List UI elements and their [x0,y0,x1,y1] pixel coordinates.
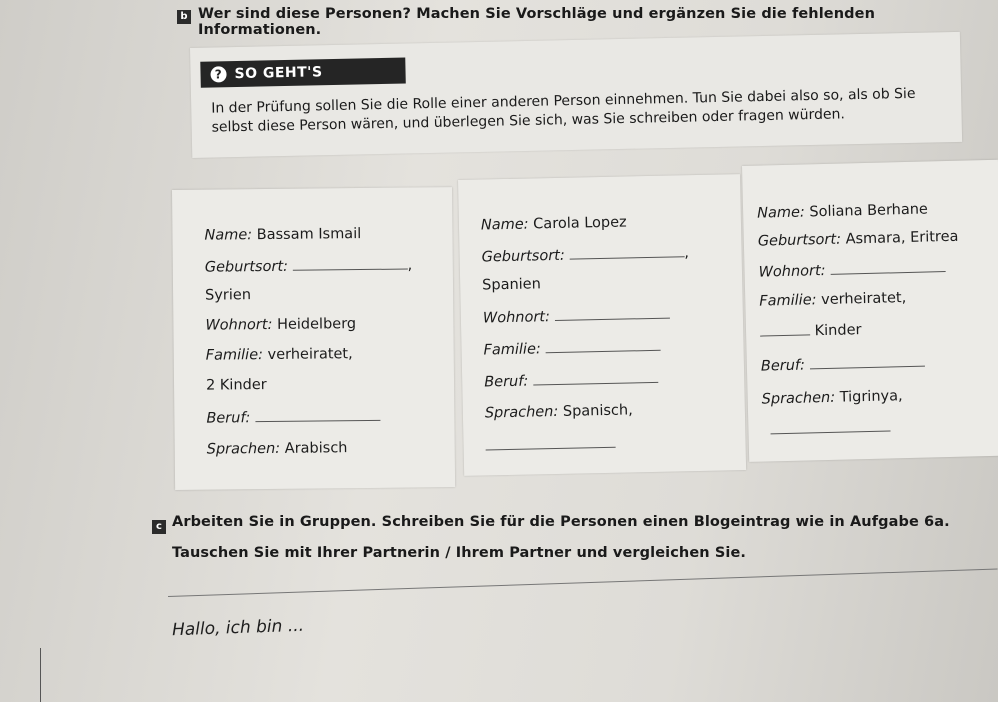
job-label: Beruf: [206,410,251,427]
writing-line[interactable] [168,568,998,597]
tips-body: In der Prüfung sollen Sie die Rolle einer anderen Person einnehmen. Tun Sie dabei also so, als ob Sie selbst diese Person wären, und überlegen Sie sich, was Sie schreiben oder fragen würden. [211,85,916,136]
card1-family-2: 2 Kinder [205,377,267,394]
job-blank[interactable] [255,408,380,422]
card1-birthplace-value: Syrien [205,287,252,304]
card3-residence [758,259,945,281]
handwritten-answer: Hallo, ich bin ... [171,615,305,641]
card3-name [757,201,928,221]
profile-card-2 [458,174,746,476]
card3-children [760,321,862,340]
card1-languages [207,440,348,457]
task-b-badge: b [177,10,191,24]
card1-name [204,226,361,244]
card2-birthplace-value: Spanien [482,276,541,294]
card3-job [761,354,925,375]
card2-name [481,214,627,233]
family-value: verheiratet, [267,346,353,364]
name-label: Name: [204,227,253,244]
children-label: Kinder [814,322,862,340]
tips-header-label: SO GEHT'S [234,64,323,83]
birthplace-label: Geburtsort: [204,258,289,276]
residence-value: Heidelberg [276,316,357,333]
job-blank[interactable] [533,370,658,386]
languages-blank[interactable] [486,447,616,451]
profile-card-3 [742,160,998,462]
children-count-blank[interactable] [760,322,810,336]
residence-label: Wohnort: [758,262,826,281]
birthplace-blank[interactable] [292,257,407,271]
tips-box [190,32,962,158]
task-c-badge: c [152,520,166,534]
card1-job [206,408,380,427]
card2-birthplace: Geburtsort: , [481,245,690,266]
task-c-instruction-2: Tauschen Sie mit Ihrer Partnerin / Ihrem Partner und vergleichen Sie. [172,545,746,561]
card3-family [759,290,906,310]
birthplace-blank[interactable] [569,244,684,259]
family-label: Familie: [483,341,541,359]
job-label: Beruf: [484,373,529,391]
languages-value: Arabisch [284,440,348,457]
job-label: Beruf: [760,357,806,375]
languages-blank[interactable] [771,430,891,434]
languages-label: Sprachen: [484,403,559,422]
languages-value: Spanisch, [562,402,633,420]
languages-value: Tigrinya, [839,388,903,406]
family-blank[interactable] [545,338,660,353]
card2-job [484,370,658,391]
card2-family [483,338,660,359]
card2-languages [485,402,633,421]
card3-birthplace [758,229,959,250]
card2-residence [483,306,670,327]
family-value: verheiratet, [820,290,907,309]
name-label: Name: [756,204,806,222]
name-value: Bassam Ismail [256,226,362,244]
card1-birthplace: Geburtsort: , [204,257,413,276]
name-value: Soliana Berhane [809,201,929,221]
residence-label: Wohnort: [482,309,551,327]
name-value: Carola Lopez [533,214,627,233]
task-b-instruction: Wer sind diese Personen? Machen Sie Vorschläge und ergänzen Sie die fehlenden Informationen. [198,6,875,38]
birthplace-label: Geburtsort: [481,247,565,266]
family-label: Familie: [759,292,817,310]
birthplace-value: Asmara, Eritrea [845,228,959,248]
family-label: Familie: [205,347,264,364]
residence-blank[interactable] [554,306,669,321]
card1-family [206,346,353,364]
job-blank[interactable] [809,354,924,370]
card3-languages [762,388,903,407]
residence-label: Wohnort: [205,316,273,334]
languages-label: Sprachen: [206,440,281,458]
margin-line [40,648,41,702]
profile-card-1 [172,187,455,490]
card1-residence [205,316,356,334]
languages-label: Sprachen: [761,389,836,408]
birthplace-label: Geburtsort: [757,231,842,250]
residence-blank[interactable] [830,259,945,275]
lightbulb-icon: ? [210,66,226,82]
task-c-instruction-1: Arbeiten Sie in Gruppen. Schreiben Sie für die Personen einen Blogeintrag wie in Aufgabe 6a. [172,514,950,530]
tips-header [200,57,405,87]
name-label: Name: [480,216,529,234]
